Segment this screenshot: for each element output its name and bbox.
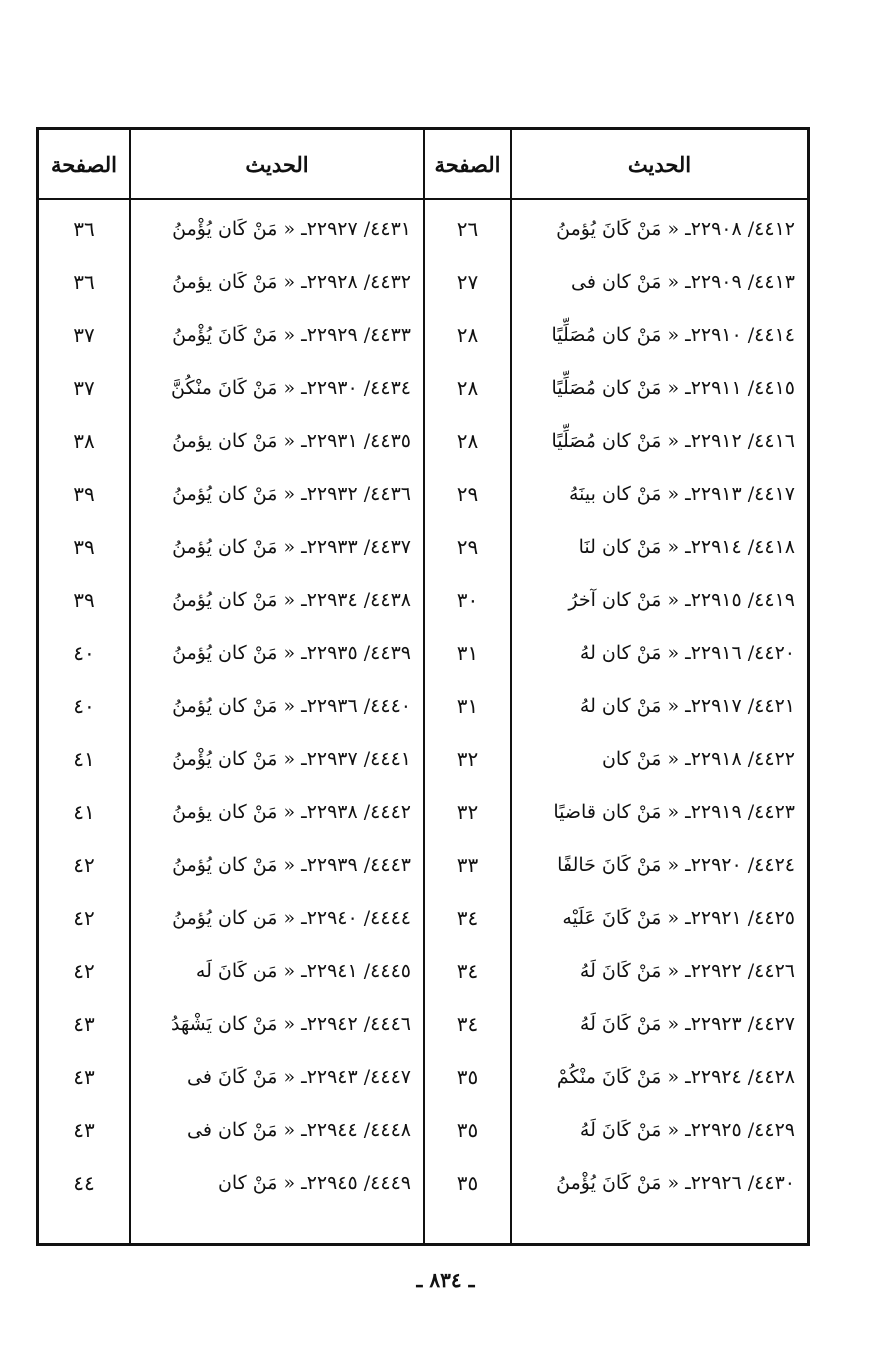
hadith-entry: ٤٤٣٤/ ٢٢٩٣٠ـ « مَنْ كَانَ منْكُنَّ — [171, 376, 411, 399]
page-ref: ٤٣ — [73, 1117, 95, 1142]
page-number: ـ ٨٣٤ ـ — [416, 1268, 475, 1292]
page-ref: ٢٩ — [456, 481, 479, 506]
page-ref: ٣٦ — [73, 216, 95, 241]
page-ref: ٣٦ — [73, 269, 95, 294]
hadith-entry: ٤٤١٣/ ٢٢٩٠٩ـ « مَنْ كان فى — [570, 270, 795, 293]
page-ref: ٢٨ — [456, 375, 479, 400]
hadith-entry: ٤٤٤٧/ ٢٢٩٤٣ـ « مَنْ كَانَ فى — [186, 1065, 411, 1088]
hadith-entry: ٤٤٣٢/ ٢٢٩٢٨ـ « مَنْ كَان يؤمنُ — [172, 270, 411, 293]
hadith-entry: ٤٤٤٤/ ٢٢٩٤٠ـ « مَن كان يُؤمنُ — [172, 906, 411, 929]
page-ref: ٤٠ — [73, 693, 95, 718]
index-table — [36, 127, 810, 1246]
page-ref: ٣٩ — [73, 481, 95, 506]
page-ref: ٤١ — [73, 799, 95, 824]
header-hadith-right: الحديث — [627, 151, 692, 177]
page-ref: ٤٠ — [73, 640, 95, 665]
hadith-entry: ٤٤٢١/ ٢٢٩١٧ـ « مَنْ كان لهُ — [579, 694, 795, 717]
page-ref: ٣٧ — [73, 375, 95, 400]
hadith-entry: ٤٤٤٠/ ٢٢٩٣٦ـ « مَنْ كان يُؤمنُ — [172, 694, 411, 717]
hadith-entry: ٤٤٢٨/ ٢٢٩٢٤ـ « مَنْ كَانَ منْكُمْ — [556, 1065, 795, 1088]
page-ref: ٣٢ — [456, 799, 479, 824]
hadith-entry: ٤٤٣٦/ ٢٢٩٣٢ـ « مَنْ كان يُؤمنُ — [172, 482, 411, 505]
hadith-entry: ٤٤٢٣/ ٢٢٩١٩ـ « مَنْ كان قاضيًا — [553, 800, 795, 823]
hadith-entry: ٤٤٣٣/ ٢٢٩٢٩ـ « مَنْ كَانَ يُؤْمنُ — [172, 323, 411, 346]
page-ref: ٢٦ — [456, 216, 479, 241]
header-hadith-left: الحديث — [245, 151, 309, 177]
page-ref: ٣٩ — [73, 534, 95, 559]
page-ref: ٤٢ — [73, 852, 95, 877]
page-ref: ٢٧ — [456, 269, 479, 294]
hadith-entry: ٤٤٤٨/ ٢٢٩٤٤ـ « مَنْ كان فى — [186, 1118, 411, 1141]
page-ref: ٣١ — [456, 693, 479, 718]
hadith-entry: ٤٤١٦/ ٢٢٩١٢ـ « مَنْ كان مُصَلِّيًا — [551, 429, 795, 452]
hadith-entry: ٤٤١٤/ ٢٢٩١٠ـ « مَنْ كان مُصَلِّيًا — [551, 323, 795, 346]
page-ref: ٤٢ — [73, 958, 95, 983]
hadith-entry: ٤٤٣٩/ ٢٢٩٣٥ـ « مَنْ كان يُؤمنُ — [172, 641, 411, 664]
hadith-entry: ٤٤٢٧/ ٢٢٩٢٣ـ « مَنْ كَانَ لَهُ — [579, 1012, 795, 1035]
page-ref: ٣٠ — [456, 587, 479, 612]
hadith-entry: ٤٤٣٥/ ٢٢٩٣١ـ « مَنْ كان يؤمنُ — [172, 429, 411, 452]
hadith-entry: ٤٤٤٢/ ٢٢٩٣٨ـ « مَنْ كان يؤمنُ — [172, 800, 411, 823]
hadith-entry: ٤٤٣٧/ ٢٢٩٣٣ـ « مَنْ كان يُؤمنُ — [172, 535, 411, 558]
page-ref: ٣٥ — [456, 1170, 479, 1195]
page-ref: ٣١ — [456, 640, 479, 665]
page-ref: ٣٥ — [456, 1117, 479, 1142]
hadith-entry: ٤٤٣٠/ ٢٢٩٢٦ـ « مَنْ كَانَ يُؤْمنُ — [556, 1171, 795, 1194]
page-ref: ٢٨ — [456, 322, 479, 347]
hadith-entry: ٤٤٢٥/ ٢٢٩٢١ـ « مَنْ كَانَ عَلَيْه — [562, 906, 795, 929]
hadith-entry: ٤٤٢٦/ ٢٢٩٢٢ـ « مَنْ كَانَ لَهُ — [579, 959, 795, 982]
hadith-entry: ٤٤٤٩/ ٢٢٩٤٥ـ « مَنْ كان — [217, 1171, 411, 1194]
page-ref: ٢٩ — [456, 534, 479, 559]
hadith-entry: ٤٤٢٩/ ٢٢٩٢٥ـ « مَنْ كَانَ لَهُ — [579, 1118, 795, 1141]
page-ref: ٢٨ — [456, 428, 479, 453]
page-ref: ٣٢ — [456, 746, 479, 771]
page-ref: ٣٨ — [73, 428, 95, 453]
page-ref: ٤٢ — [73, 905, 95, 930]
hadith-entry: ٤٤٤٦/ ٢٢٩٤٢ـ « مَنْ كان يَشْهَدُ — [170, 1012, 411, 1035]
page-ref: ٣٥ — [456, 1064, 479, 1089]
header-page-right: الصفحة — [434, 151, 501, 177]
page-ref: ٣٤ — [456, 905, 479, 930]
hadith-entry: ٤٤١٥/ ٢٢٩١١ـ « مَنْ كان مُصَلِّيًا — [551, 376, 795, 399]
header-divider — [39, 198, 807, 200]
hadith-entry: ٤٤٣١/ ٢٢٩٢٧ـ « مَنْ كَان يُؤْمنُ — [172, 217, 411, 240]
hadith-entry: ٤٤٤٥/ ٢٢٩٤١ـ « مَن كَانَ لَه — [195, 959, 411, 982]
hadith-entry: ٤٤٤١/ ٢٢٩٣٧ـ « مَنْ كان يُؤْمنُ — [172, 747, 411, 770]
page-ref: ٤١ — [73, 746, 95, 771]
hadith-entry: ٤٤٣٨/ ٢٢٩٣٤ـ « مَنْ كان يُؤمنُ — [172, 588, 411, 611]
page-ref: ٤٣ — [73, 1011, 95, 1036]
hadith-entry: ٤٤١٧/ ٢٢٩١٣ـ « مَنْ كان بينَهُ — [568, 482, 795, 505]
hadith-entry: ٤٤١٩/ ٢٢٩١٥ـ « مَنْ كان آخرُ — [568, 588, 795, 611]
page-ref: ٣٤ — [456, 1011, 479, 1036]
page-ref: ٣٣ — [456, 852, 479, 877]
page-ref: ٣٩ — [73, 587, 95, 612]
page-ref: ٣٧ — [73, 322, 95, 347]
page-ref: ٤٣ — [73, 1064, 95, 1089]
header-page-left: الصفحة — [51, 151, 117, 177]
hadith-entry: ٤٤٢٢/ ٢٢٩١٨ـ « مَنْ كان — [601, 747, 795, 770]
hadith-entry: ٤٤٢٤/ ٢٢٩٢٠ـ « مَنْ كَانَ حَالفًا — [557, 853, 795, 876]
hadith-entry: ٤٤١٢/ ٢٢٩٠٨ـ « مَنْ كَانَ يُؤمنُ — [556, 217, 795, 240]
page-ref: ٤٤ — [73, 1170, 95, 1195]
page-ref: ٣٤ — [456, 958, 479, 983]
hadith-entry: ٤٤٤٣/ ٢٢٩٣٩ـ « مَنْ كان يُؤمنُ — [172, 853, 411, 876]
hadith-entry: ٤٤١٨/ ٢٢٩١٤ـ « مَنْ كان لنَا — [578, 535, 795, 558]
hadith-entry: ٤٤٢٠/ ٢٢٩١٦ـ « مَنْ كان لهُ — [579, 641, 795, 664]
